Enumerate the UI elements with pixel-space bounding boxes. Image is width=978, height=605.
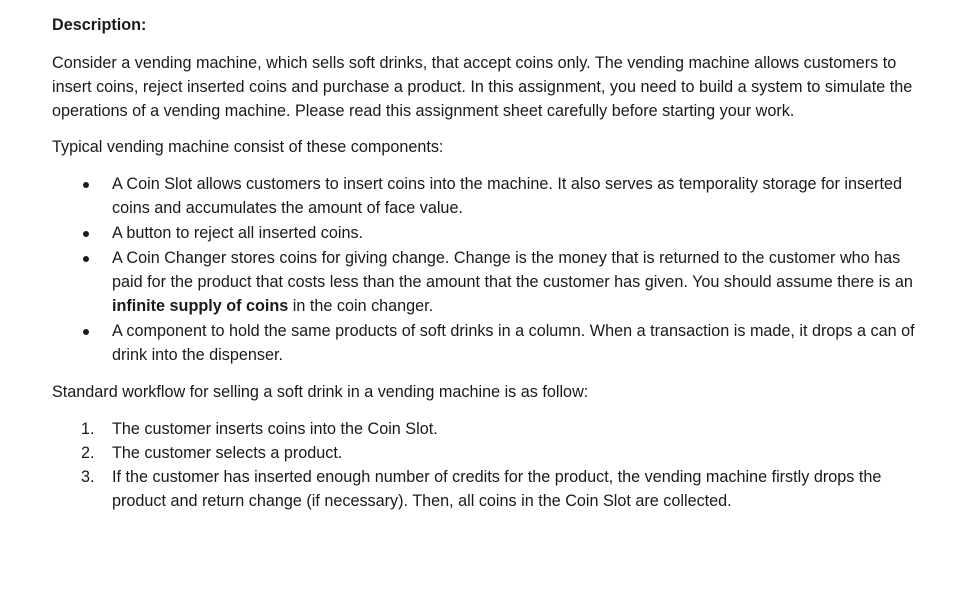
workflow-list xyxy=(52,417,922,513)
list-item xyxy=(52,221,922,245)
text-segment: A Coin Changer stores coins for giving change. Change is the money that is returned to the customer who has paid for the product that costs less than the amount that the customer has given. You should assume there is an xyxy=(112,249,913,291)
list-item xyxy=(52,441,922,465)
components-list xyxy=(52,172,922,367)
list-item-text: The customer inserts coins into the Coin Slot. xyxy=(112,420,438,438)
emphasis-text: infinite supply of coins xyxy=(112,297,289,315)
list-item xyxy=(52,465,922,513)
step-number: 2. xyxy=(81,444,95,462)
section-heading: Description: xyxy=(52,16,147,34)
list-item-text: A button to reject all inserted coins. xyxy=(112,224,364,242)
bullet-icon xyxy=(83,329,89,335)
list-item xyxy=(52,417,922,441)
list-item xyxy=(52,246,922,318)
bullet-icon xyxy=(83,231,89,237)
list-item xyxy=(52,172,922,220)
list-item-text: If the customer has inserted enough number of credits for the product, the vending machine firstly drops the product and return change (if necessary). Then, all coins in the Coin Slot are collected. xyxy=(112,468,882,510)
description-paragraph: Consider a vending machine, which sells soft drinks, that accept coins only. The vending machine allows customers to insert coins, reject inserted coins and purchase a product. In this assignment, you need to build a system to simulate the operations of a vending machine. Please read this assignment sheet carefully before starting your work. xyxy=(52,54,913,120)
list-item-text: The customer selects a product. xyxy=(112,444,343,462)
list-item-text: A component to hold the same products of soft drinks in a column. When a transaction is made, it drops a can of drink into the dispenser. xyxy=(112,322,915,364)
list-item-text: A Coin Slot allows customers to insert coins into the machine. It also serves as temporality storage for inserted coins and accumulates the amount of face value. xyxy=(112,175,902,217)
workflow-intro: Standard workflow for selling a soft drink in a vending machine is as follow: xyxy=(52,383,589,401)
bullet-icon xyxy=(83,256,89,262)
list-item xyxy=(52,319,922,367)
list-item-text xyxy=(112,249,913,315)
text-segment: in the coin changer. xyxy=(288,297,434,315)
step-number: 3. xyxy=(81,468,95,486)
step-number: 1. xyxy=(81,420,95,438)
bullet-icon xyxy=(83,182,89,188)
components-intro: Typical vending machine consist of these components: xyxy=(52,138,444,156)
